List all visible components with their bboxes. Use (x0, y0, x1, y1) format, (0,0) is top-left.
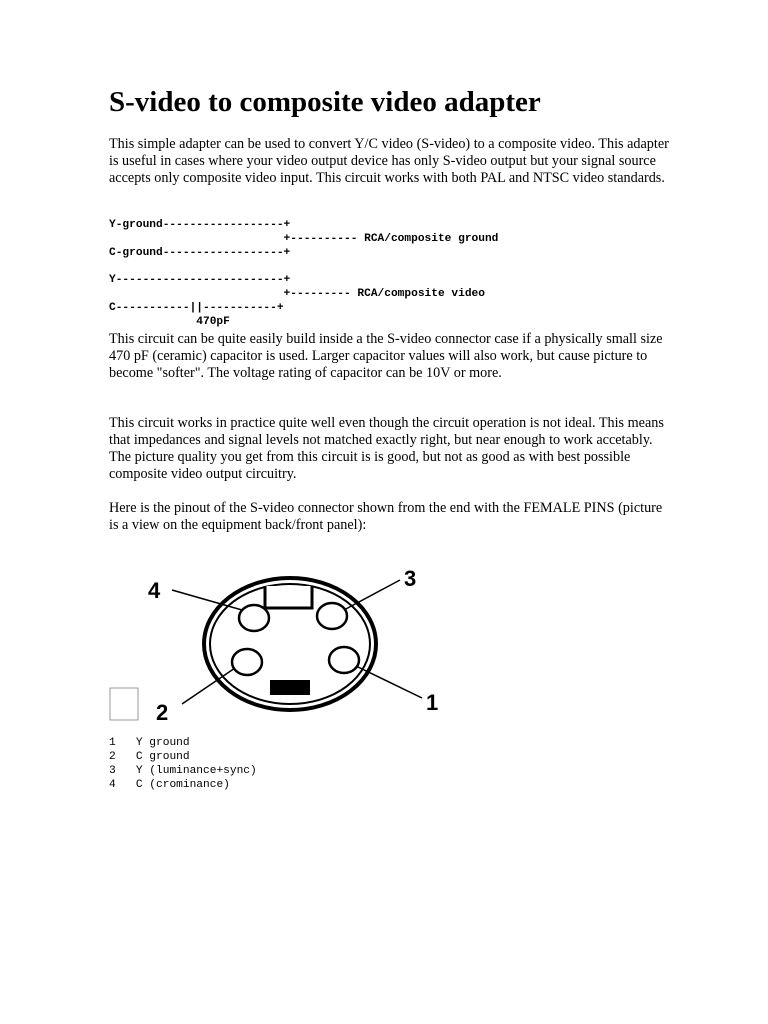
pin-label-3: 3 (404, 566, 417, 591)
leader-line-2 (182, 668, 235, 704)
capacitor-paragraph: This circuit can be quite easily build inside a the S-video connector case if a physically small size 470 pF (ceramic) capacitor is used. Larger capacitor values will also work, but cause picture to become "softer". The voltage rating of capacitor can be 10V or more. (109, 331, 663, 381)
schematic-line: +--------- RCA/composite video (109, 287, 485, 300)
schematic-line: C-ground------------------+ (109, 246, 291, 259)
pinout-list (109, 736, 257, 792)
pin-number: 1 (109, 737, 116, 749)
pin-number: 4 (109, 779, 116, 791)
pin-2-hole (232, 649, 262, 675)
pin-label-2: 2 (156, 700, 169, 725)
pin-description: Y (luminance+sync) (135, 765, 257, 777)
pinout-intro-paragraph: Here is the pinout of the S-video connector shown from the end with the FEMALE PINS (picture is a view on the equipment back/front panel): (109, 500, 663, 533)
pinout-row (109, 764, 257, 778)
pin-description: C (crominance) (135, 779, 230, 791)
pinout-row (109, 778, 257, 792)
leader-line-1 (356, 666, 422, 698)
leader-line-3 (344, 580, 400, 610)
schematic-line: C-----------||-----------+ (109, 301, 284, 314)
pinout-row (109, 750, 257, 764)
pin-description: Y ground (135, 737, 190, 749)
schematic-line: Y-------------------------+ (109, 274, 291, 287)
center-plastic-bar (270, 680, 310, 695)
schematic-line: Y-ground------------------+ (109, 219, 291, 231)
small-box (110, 688, 138, 720)
pinout-row (109, 736, 257, 750)
schematic-line (109, 260, 498, 274)
leader-line-4 (172, 590, 242, 610)
page-title: S-video to composite video adapter (109, 86, 541, 118)
pin-number: 2 (109, 751, 116, 763)
pin-label-4: 4 (148, 578, 161, 603)
pin-number: 3 (109, 765, 116, 777)
capacitor-label: 470pF (109, 315, 230, 328)
circuit-schematic (109, 219, 498, 329)
schematic-line: +---------- RCA/composite ground (109, 232, 499, 245)
pin-3-hole (317, 603, 347, 629)
connector-key-notch (265, 586, 312, 608)
pin-description: C ground (135, 751, 190, 763)
pin-1-hole (329, 647, 359, 673)
pin-4-hole (239, 605, 269, 631)
intro-paragraph: This simple adapter can be used to convert Y/C video (S-video) to a composite video. This adapter is useful in cases where your video output device has only S-video output but your signal source accepts only composite video input. This circuit works with both PAL and NTSC video standards. (109, 136, 669, 186)
pin-label-1: 1 (426, 690, 439, 715)
svideo-connector-diagram (100, 560, 460, 730)
operation-paragraph: This circuit works in practice quite well even though the circuit operation is not ideal. This means that impedances and signal levels not matched exactly right, but near enough to work accetably. The picture quality you get from this circuit is is good, but not as good as with best possible composite video output circuitry. (109, 415, 664, 482)
